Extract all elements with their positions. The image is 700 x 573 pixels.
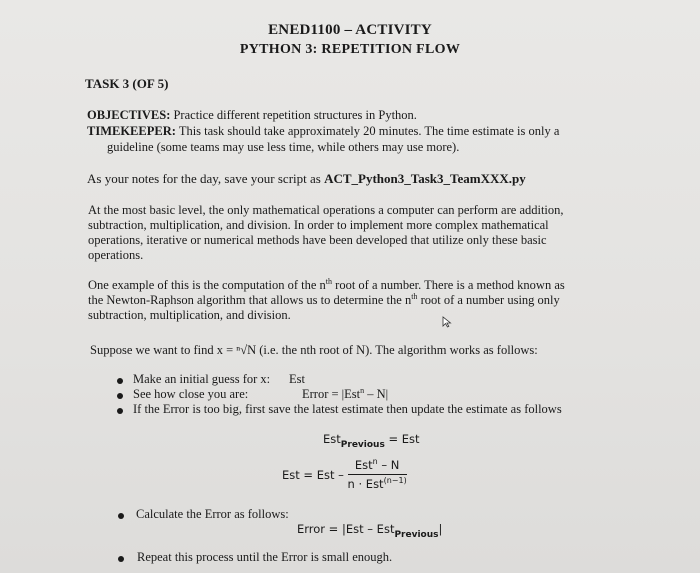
suppose-line: [90, 343, 538, 358]
para1-line-4: operations.: [88, 248, 144, 262]
para1-line-3: operations, iterative or numerical methods have been developed that utilize only these basic: [88, 233, 547, 247]
eq2-num-a: Est: [354, 458, 373, 472]
equation-save-previous: [323, 432, 420, 450]
bullet-3-text: If the Error is too big, first save the latest estimate then update the estimate as follows: [133, 402, 562, 416]
timekeeper-label: TIMEKEEPER:: [87, 124, 176, 138]
error-formula-sup: n: [360, 386, 365, 395]
para2-line-2: [88, 293, 560, 309]
notes-prefix: As your notes for the day, save your script as: [87, 171, 325, 186]
para1-line-1: At the most basic level, the only mathematical operations a computer can perform are addition,: [88, 203, 564, 217]
bullet-icon: [118, 556, 124, 562]
eq2-num-b: – N: [377, 458, 400, 472]
bullet-icon: [117, 393, 123, 399]
suppose-text-b: (i.e. the nth root of N). The algorithm works as follows:: [256, 343, 538, 357]
timekeeper-line-2: guideline (some teams may use less time, while others may use more).: [107, 140, 460, 154]
course-title: ENED1100 – ACTIVITY: [268, 22, 432, 38]
task-heading: TASK 3 (OF 5): [85, 76, 169, 91]
eq2-den-a: n · Est: [347, 477, 384, 491]
nth-root-expression: ⁿ√N: [236, 343, 257, 357]
eq2-lhs: Est = Est –: [282, 467, 344, 482]
bullet-icon: [117, 408, 123, 414]
eq2-num-sup: n: [372, 457, 378, 466]
para1-line-2: subtraction, multiplication, and division. In order to implement more complex mathematical: [88, 218, 549, 232]
mouse-pointer-icon: [441, 316, 453, 328]
bullet-5-text: Repeat this process until the Error is small enough.: [137, 550, 393, 564]
para2-l1a: One example of this is the computation of the n: [88, 278, 326, 292]
para2-l2-sup: th: [411, 292, 418, 301]
eq3-sub: Previous: [394, 530, 439, 540]
bullet-icon: [118, 513, 124, 519]
eq2-fraction: [348, 458, 407, 491]
para2-line-1: [88, 278, 565, 294]
eq1-lhs: Est: [323, 432, 341, 446]
eq1-lhs-sub: Previous: [340, 440, 385, 450]
bullet-1-value: Est: [289, 372, 305, 386]
objectives-text: Practice different repetition structures in Python.: [173, 108, 417, 122]
notes-filename: ACT_Python3_Task3_TeamXXX.py: [324, 171, 526, 186]
timekeeper-text-1: This task should take approximately 20 minutes. The time estimate is only a: [178, 124, 560, 138]
eq3-a: Error = |Est – Est: [297, 522, 395, 536]
bullet-1-label: Make an initial guess for x:: [133, 372, 271, 386]
error-formula-b: – N|: [364, 387, 389, 401]
objectives-label: OBJECTIVES:: [87, 108, 171, 122]
notes-line: [87, 171, 526, 186]
bullet-icon: [117, 378, 123, 384]
error-formula-a: Error = |Est: [302, 387, 361, 401]
equation-update-estimate: [282, 458, 407, 491]
para2-line-3: subtraction, multiplication, and division.: [88, 308, 291, 322]
para2-l2a: the Newton-Raphson algorithm that allows us to determine the n: [88, 293, 412, 307]
para2-l1-sup: th: [325, 277, 333, 286]
eq3-b: |: [438, 522, 443, 536]
suppose-text-a: Suppose we want to find x =: [90, 343, 237, 357]
eq1-rhs: = Est: [384, 432, 420, 446]
eq2-numerator: [348, 458, 407, 475]
equation-error: [297, 522, 443, 540]
bullet-2-label: See how close you are:: [133, 387, 249, 401]
bullet-2-value: [302, 387, 388, 402]
timekeeper-line-1: [87, 124, 559, 139]
bullet-4-text: Calculate the Error as follows:: [136, 507, 289, 521]
para2-l2b: root of a number using only: [417, 293, 560, 307]
eq2-denominator: [348, 475, 407, 491]
objectives-line: [87, 108, 417, 123]
eq2-den-sup: (n−1): [383, 476, 407, 485]
para2-l1b: root of a number. There is a method known as: [332, 278, 565, 292]
activity-title: PYTHON 3: REPETITION FLOW: [239, 42, 461, 57]
